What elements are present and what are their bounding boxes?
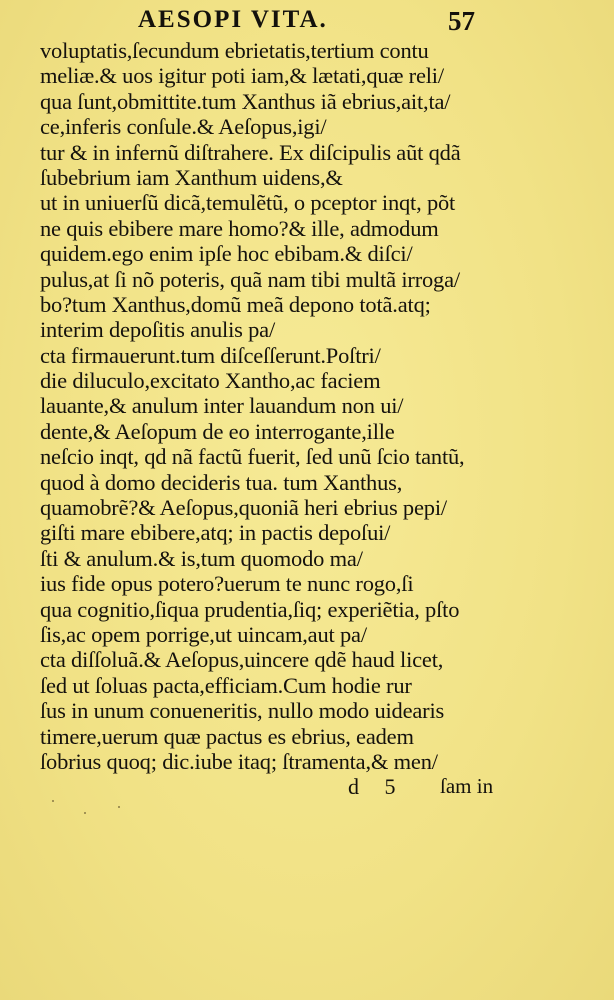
text-line: ius fide opus potero?uerum te nunc rogo,ſi	[40, 571, 414, 597]
text-line: die diluculo,excitato Xantho,ac faciem	[40, 368, 381, 394]
text-line: giſti mare ebibere,atq; in pactis depoſui/	[40, 520, 391, 546]
text-line: ut in uniuerſũ dicã,temulẽtũ, o pceptor inqt, põt	[40, 190, 456, 216]
page-footer	[0, 774, 614, 804]
text-line: ne quis ebibere mare homo?& ille, admodum	[40, 215, 439, 241]
catchword: ſam in	[440, 774, 494, 798]
text-line: ſobrius quoq; dic.iube itaq; ſtramenta,& men/	[40, 748, 438, 774]
text-line: interim depoſitis anulis pa/	[40, 317, 275, 343]
page-header	[0, 6, 614, 36]
paper-speck	[84, 812, 86, 814]
text-line: voluptatis,ſecundum ebrietatis,tertium contu	[40, 38, 429, 63]
running-title: AESOPI VITA.	[138, 6, 328, 33]
text-line: pulus,at ſi nõ poteris, quã nam tibi multã irroga/	[40, 266, 460, 292]
text-line: qua ſunt,obmittite.tum Xanthus iã ebrius,ait,ta/	[40, 88, 451, 114]
text-line: tur & in infernũ diſtrahere. Ex diſcipulis aũt qdã	[40, 139, 461, 165]
text-line: timere,uerum quæ pactus es ebrius, eadem	[40, 723, 414, 749]
folio-number: 57	[448, 6, 475, 36]
text-line: quidem.ego enim ipſe hoc ebibam.& diſci/	[40, 241, 413, 267]
body-text	[40, 38, 510, 774]
signature-mark: d 5	[348, 774, 406, 799]
paper-speck	[52, 800, 54, 802]
text-line: meliæ.& uos igitur poti iam,& lætati,quæ reli/	[40, 63, 444, 89]
text-line: cta diſſoluã.& Aeſopus,uincere qdẽ haud licet,	[40, 647, 444, 673]
text-line: quamobrẽ?& Aeſopus,quoniã heri ebrius pepi/	[40, 495, 447, 521]
text-line: qua cognitio,ſiqua prudentia,ſiq; experiẽtia, pſto	[40, 596, 460, 622]
text-line: ce,inferis conſule.& Aeſopus,igi/	[40, 114, 327, 140]
text-line: quod à domo decideris tua. tum Xanthus,	[40, 469, 403, 495]
text-line: bo?tum Xanthus,domũ meã depono totã.atq;	[40, 291, 431, 317]
text-line: lauante,& anulum inter lauandum non ui/	[40, 393, 404, 419]
text-line: ſed ut ſoluas pacta,efficiam.Cum hodie rur	[40, 672, 412, 698]
text-line: ſus in unum conueneritis, nullo modo uidearis	[40, 698, 445, 724]
text-line: cta firmauerunt.tum diſceſſerunt.Poſtri/	[40, 342, 381, 368]
text-line: ſis,ac opem porrige,ut uincam,aut pa/	[40, 621, 367, 647]
text-line: neſcio inqt, qd nã factũ fuerit, ſed unũ ſcio tantũ,	[40, 444, 465, 470]
text-line: ſti & anulum.& is,tum quomodo ma/	[40, 545, 363, 571]
paper-speck	[118, 806, 120, 808]
text-line: dente,& Aeſopum de eo interrogante,ille	[40, 418, 395, 444]
text-line: ſubebrium iam Xanthum uidens,&	[40, 164, 343, 190]
